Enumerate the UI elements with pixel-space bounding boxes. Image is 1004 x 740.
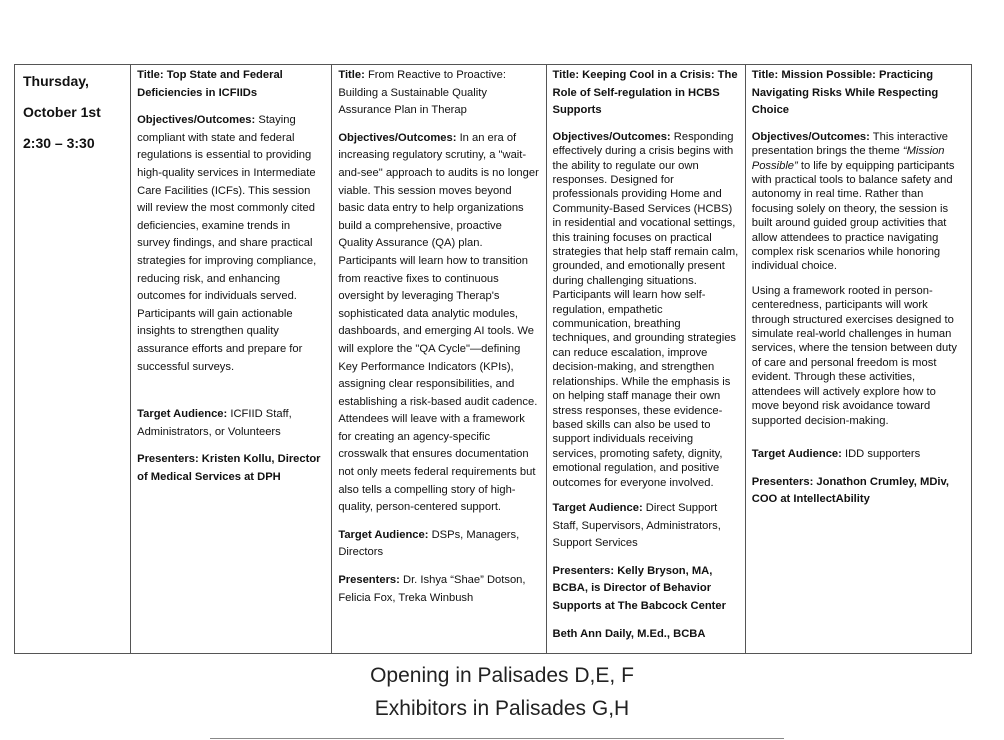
footer-opening: Opening in Palisades D,E, F [370,664,634,687]
session-title [338,67,539,120]
day-label: Thursday, [23,73,89,89]
session-presenters [752,474,965,509]
session-presenters [137,451,325,486]
title-label: Title: [552,69,580,81]
session-audience [137,406,325,441]
session-audience [553,500,739,553]
title-text: From Reactive to Proactive: Building a Sustainable Quality Assurance Plan in Therap [338,69,506,117]
session-presenters [338,572,539,607]
title-text: Top State and Federal Deficiencies in ICFIIDs [137,69,283,99]
schedule-table [14,64,972,654]
session-objectives-2 [752,284,965,428]
session-audience [752,446,965,464]
objectives-emphasis: “Mission Possible” [751,145,945,172]
extra-presenter-text: Beth Ann Daily, M.Ed., BCBA [552,627,706,640]
session-objectives [752,130,965,274]
session-objectives [553,130,739,490]
audience-label: Target Audience: [338,528,429,541]
objectives-text: In an era of increasing regulatory scrutiny, a "wait-and-see" approach to audits is no longer viable. This session moves beyond basic data entry to help organizations build a comprehensive, proactive Quality Assurance (QA) plan. Participants will learn how to transition from reactive fixes to continuous oversight by leveraging Therap's sophisticated data analytic modules, dashboards, and emerging AI tools. We will explore the "QA Cycle"—defining Key Performance Indicators (KPIs), assigning clear responsibilities, and establishing a risk-based audit cadence. Attendees will leave with a framework for creating an agency-specific crosswalk that ensures documentation not only meets federal requirements but also tells a compelling story of high-quality, person-centered support. [338,131,539,514]
audience-label: Target Audience: [137,408,228,421]
session-cell-2 [332,65,546,654]
objectives-label: Objectives/Outcomes: [137,114,256,127]
session-extra-presenter [553,626,739,644]
presenters-text: Jonathon Crumley, MDiv, COO at IntellectAbility [751,475,950,506]
objectives-text: This interactive presentation brings the theme [751,130,949,158]
bottom-divider [210,738,784,739]
title-text: Mission Possible: Practicing Navigating Risks While Respecting Choice [751,69,939,117]
audience-label: Target Audience: [552,501,643,514]
objectives-label: Objectives/Outcomes: [338,131,457,144]
audience-text: Direct Support Staff, Supervisors, Administrators, Support Services [552,501,721,550]
session-presenters [553,563,739,616]
footer-exhibitors: Exhibitors in Palisades G,H [374,697,630,720]
time-label: 2:30 – 3:30 [23,135,95,151]
title-label: Title: [338,69,365,81]
title-text: Keeping Cool in a Crisis: The Role of Self-regulation in HCBS Supports [552,69,738,117]
objectives-text: Staying compliant with state and federal regulations is essential to providing high-quality services in Intermediate Care Facilities (ICFs). This session will review the most commonly cited deficiencies, examine trends in survey findings, and share practical strategies for improving compliance, reducing risk, and enhancing outcomes for individuals served. Participants will gain actionable insights to strengthen quality assurance efforts and prepare for successful surveys. [137,114,317,373]
presenters-text: Kelly Bryson, MA, BCBA, is Director of Behavior Supports at The Babcock Center [552,564,726,612]
presenters-text: Dr. Ishya “Shae” Dotson, Felicia Fox, Treka Winbush [338,574,526,604]
objectives-text-cont: to life by equipping participants with practical tools to balance safety and autonomy in real time. Rather than focusing solely on theory, the session is built around guided group activities that allow attendees to practice navigating complex risk scenarios while honoring individual choice. [751,159,955,273]
presenters-label: Presenters: [751,475,814,488]
audience-text: ICFIID Staff, Administrators, or Volunteers [137,408,292,438]
session-audience [338,527,539,562]
date-label: October 1st [23,104,101,120]
schedule-row [15,65,972,654]
session-objectives [137,112,325,376]
objectives-text: Responding effectively during a crisis begins with the ability to regulate our own responses. Designed for professionals providing Home and Community-Based Services (HCBS) in residential and vocational settings, this training focuses on practical strategies that help staff remain calm, grounded, and emotionally present during challenging situations. Participants will learn how self-regulation, empathetic communication, breathing techniques, and grounding strategies can reduce escalation, improve decision-making, and strengthen relationships. While the emphasis is on helping staff manage their own stress responses, these evidence-based skills can also be used to support individuals receiving services, promoting safety, dignity, emotional regulation, and positive outcomes for everyone involved. [552,130,739,489]
title-label: Title: [751,69,779,81]
session-title [553,67,739,120]
audience-text: DSPs, Managers, Directors [338,528,520,559]
title-label: Title: [137,69,164,81]
presenters-label: Presenters: [552,564,615,577]
presenters-text: Kristen Kollu, Director of Medical Services at DPH [137,453,321,483]
presenters-label: Presenters: [338,574,400,587]
session-objectives [338,130,539,517]
audience-label: Target Audience: [751,447,842,460]
audience-text: IDD supporters [844,447,921,460]
objectives-label: Objectives/Outcomes: [552,130,671,143]
session-title [752,67,965,120]
objectives-text-2: Using a framework rooted in person-centeredness, participants will work through structured exercises designed to simulate real-world challenges in human services, where the tension between duty of care and personal freedom is most evident. Through these activities, attendees will actively explore how to move beyond risk avoidance toward supported decision-making. [751,284,957,427]
presenters-label: Presenters: [137,453,199,466]
session-title [137,67,325,102]
session-cell-4 [745,65,971,654]
objectives-label: Objectives/Outcomes: [751,130,870,143]
session-cell-3 [546,65,745,654]
session-cell-1 [131,65,332,654]
date-cell [15,65,131,654]
